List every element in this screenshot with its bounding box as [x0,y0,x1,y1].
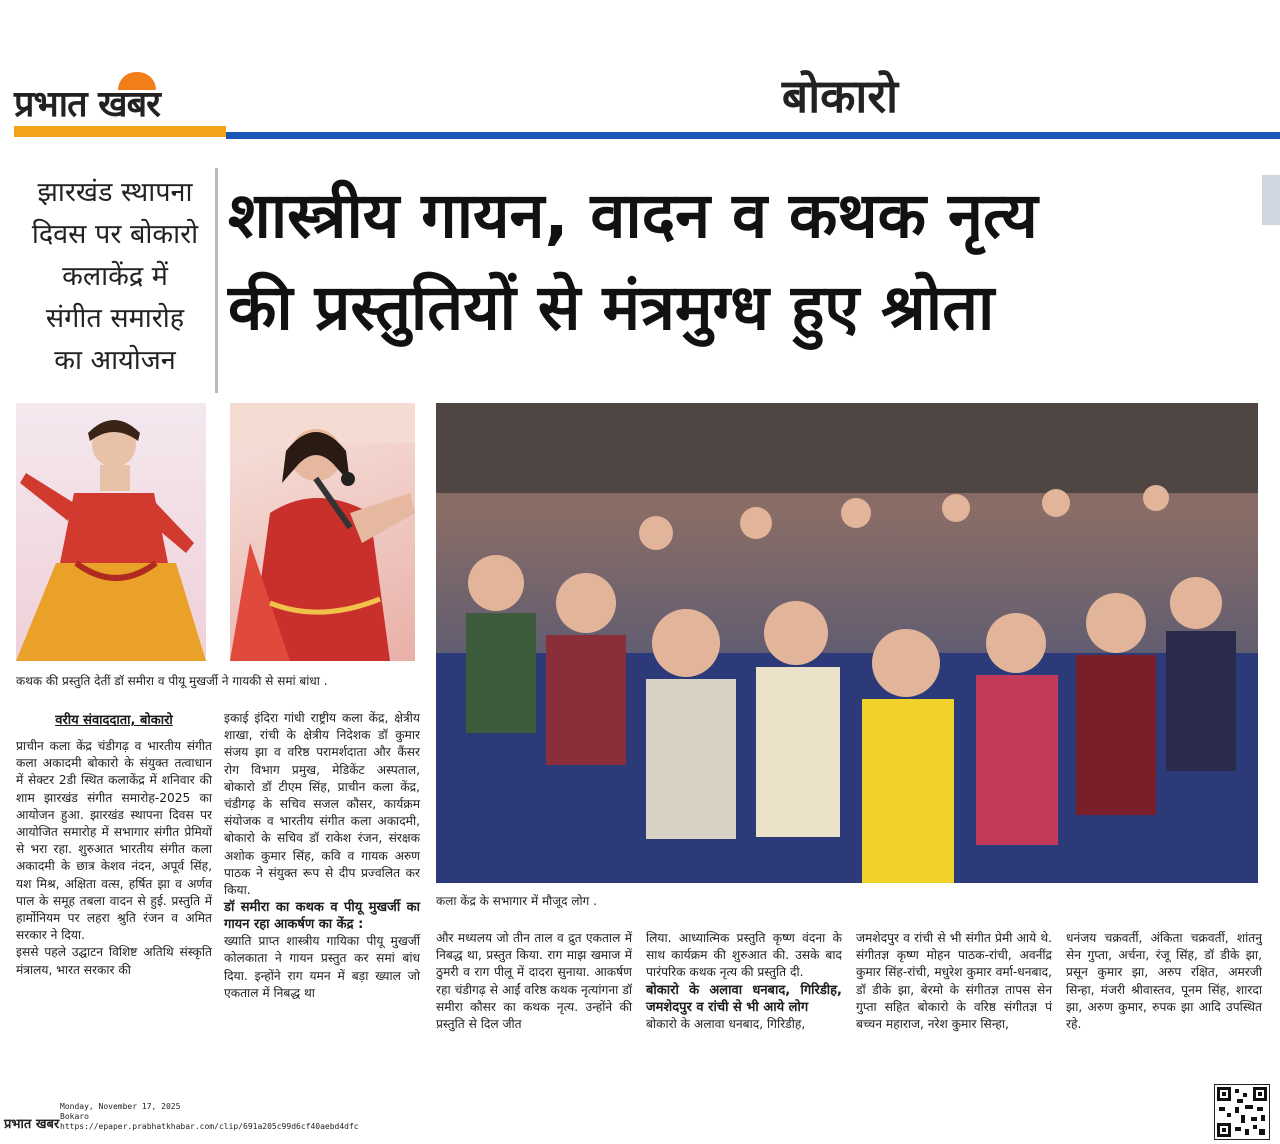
brand-logo [14,72,226,125]
photo-singer [230,403,415,661]
paragraph: जमशेदपुर व रांची से भी संगीत प्रेमी आये थे. संगीतज्ञ कृष्ण मोहन पाठक-रांची, अवनींद्र कुमार सिंह-रांची, मधुरेश कुमार वर्मा-धनबाद, डॉ डीके झा, बेरमो के संगीतज्ञ तापस सेन गुप्ता सहित बोकारो के वरिष्ठ संगीतज्ञ पं बच्चन महाराज, नरेश कुमार सिन्हा, [856,931,1052,1032]
paragraph: लिया. आध्यात्मिक प्रस्तुति कृष्ण वंदना के साथ कार्यक्रम की शुरुआत की. उसके बाद पारंपरिक कथक नृत्य की प्रस्तुति दी. [646,931,842,980]
photo-caption-left: कथक की प्रस्तुति देतीं डॉ समीरा व पीयू मुखर्जी ने गायकी से समां बांधा . [16,674,328,688]
brand-name: प्रभात खबर [14,84,160,125]
audience-illustration [436,403,1258,883]
footer-logo: प्रभात खबर [4,1117,60,1132]
singer-illustration [230,403,415,661]
footer-date: Monday, November 17, 2025 [60,1102,181,1111]
subheading: डॉ समीरा का कथक व पीयू मुखर्जी का गायन रहा आकर्षण का केंद्र : [224,900,420,933]
subheading: बोकारो के अलावा धनबाद, गिरिडीह, जमशेदपुर व रांची से भी आये लोग [646,982,842,1015]
paragraph: ख्याति प्राप्त शास्त्रीय गायिका पीयू मुखर्जी कोलकाता ने गायन प्रस्तुत कर समां बांध दिया. इन्होंने राग यमन में बड़ा ख्याल जो एकताल में निबद्ध था [224,934,420,1000]
masthead-rule [226,132,1280,139]
paragraph: बोकारो के अलावा धनबाद, गिरिडीह, [646,1016,806,1031]
deck-line: का आयोजन [54,345,176,376]
footer-edition: Bokaro [60,1112,89,1121]
footer-url[interactable]: https://epaper.prabhatkhabar.com/clip/691a205c99d6cf40aebd4dfc [60,1122,359,1131]
paragraph: धनंजय चक्रवर्ती, अंकिता चक्रवर्ती, शांतनु सेन गुप्ता, अर्चना, रंजू सिंह, डॉ डीके झा, प्रसून कुमार झा, अरुप रक्षित, अमरजी सिन्हा, मंजरी श्रीवास्तव, पूनम सिंह, शारदा झा, अरुण कुमार, रुपक झा आदि उपस्थित रहे. [1066,931,1262,1032]
paragraph: इससे पहले उद्घाटन विशिष्ट अतिथि संस्कृति मंत्रालय, भारत सरकार की [16,945,212,977]
deck-line: झारखंड स्थापना [37,177,193,208]
photo-audience [436,403,1258,883]
article-column-1 [16,738,212,979]
headline-line: शास्त्रीय गायन, वादन व कथक नृत्य [228,179,1038,252]
article-column-2 [224,710,420,1002]
article-column-4 [646,930,842,1033]
article-column-3 [436,930,632,1033]
brand-underline [14,126,226,137]
photo-caption-main: कला केंद्र के सभागार में मौजूद लोग . [436,894,597,908]
footer-meta [60,1102,359,1132]
article-column-6 [1066,930,1262,1033]
deck-line: कलाकेंद्र में [62,261,168,292]
side-deck [22,172,208,382]
article-column-5 [856,930,1052,1033]
byline: वरीय संवाददाता, बोकारो [55,713,173,728]
photo-kathak-dancer [16,403,206,661]
deck-divider [215,168,218,393]
paragraph: प्राचीन कला केंद्र चंडीगढ़ व भारतीय संगीत कला अकादमी बोकारो के संयुक्त तत्वाधान में सेक्टर 2डी स्थित कलाकेंद्र में शनिवार की शाम झारखंड संगीत समारोह-2025 का आयोजन हुआ. झारखंड स्थापना दिवस पर आयोजित समारोह में सभागार संगीत प्रेमियों से भरा रहा. शुरुआत भारतीय संगीत कला अकादमी के छात्र केशव नंदन, अपूर्व सिंह, यश मिश्र, अक्षिता वत्स, हर्षित झा व अर्णव पाल के समूह तबला वादन से हुई. प्रस्तुति में हार्मोनियम पर लहरा श्रुति रंजन व अमित सरकार ने दिया. [16,739,212,943]
headline [228,170,1268,354]
qr-code-icon[interactable] [1214,1084,1270,1140]
deck-line: दिवस पर बोकारो [31,219,199,250]
paragraph: इकाई इंदिरा गांधी राष्ट्रीय कला केंद्र, क्षेत्रीय शाखा, रांची के क्षेत्रीय निदेशक डॉ कुमार संजय झा व वरिष्ठ परामर्शदाता और कैंसर रोग विभाग प्रमुख, मेडिकेंट अस्पताल, बोकारो डॉ टीएम सिंह, प्राचीन कला केंद्र, चंडीगढ़ के सचिव सजल कौसर, कार्यक्रम संयोजक व भारतीय संगीत कला अकादमी, बोकारो के सचिव डॉ राकेश रंजन, संरक्षक अशोक कुमार सिंह, कवि व गायक अरुण पाठक ने संयुक्त रूप से दीप प्रज्वलित कर किया. [224,711,420,898]
paragraph: और मध्यलय जो तीन ताल व द्रुत एकताल में निबद्ध था, प्रस्तुत किया. राग माझ खमाज में ठुमरी व राग पीलू में दादरा सुनाया. आकर्षण रहा चंडीगढ़ से आईं वरिष्ठ कथक नृत्यांगना डॉ समीरा कौसर का कथक नृत्य. उन्होंने की प्रस्तुति से दिल जीत [436,931,632,1032]
edition-title: बोकारो [781,69,899,123]
headline-line: की प्रस्तुतियों से मंत्रमुग्ध हुए श्रोता [228,271,995,344]
dancer-illustration [16,403,206,661]
qr-pattern [1215,1085,1269,1139]
deck-line: संगीत समारोह [45,303,185,334]
